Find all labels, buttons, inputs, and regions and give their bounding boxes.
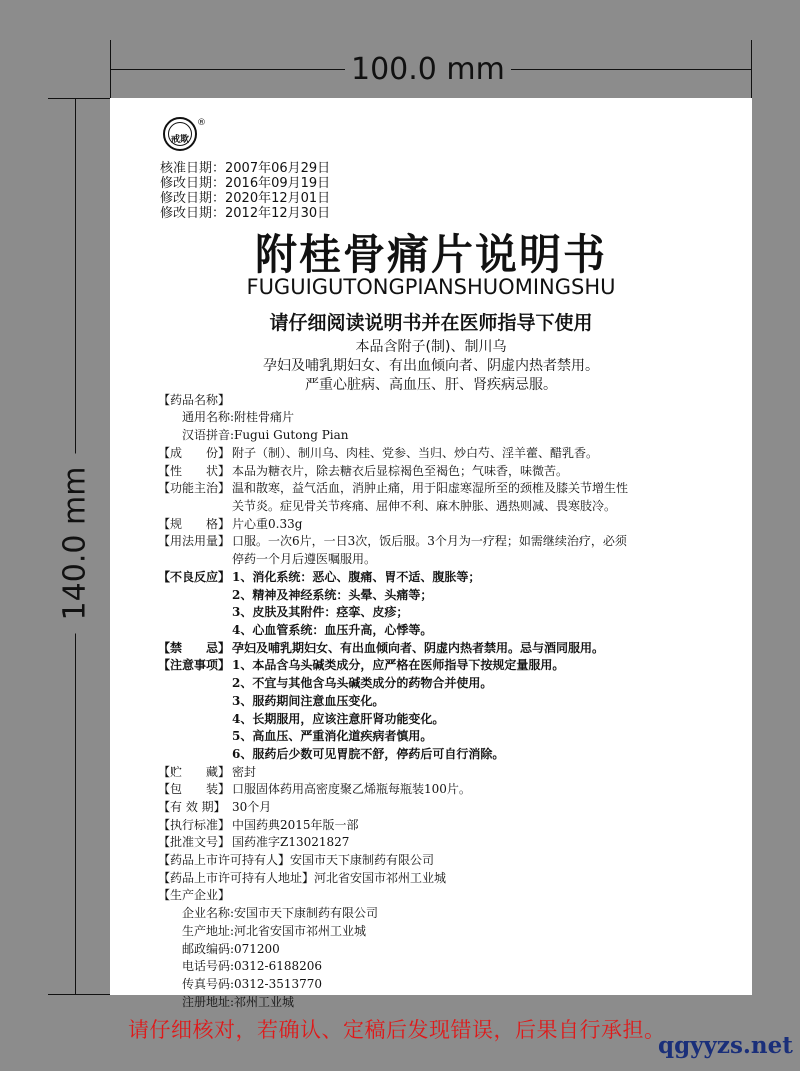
adverse-reactions-row: 【不良反应】 1、消化系统：恶心、腹痛、胃不适、腹胀等； — [158, 570, 481, 584]
width-dimension-label: 100.0 mm — [345, 52, 511, 87]
manufacturer-detail: 注册地址:祁州工业城 — [181, 995, 295, 1009]
warning-line: 严重心脏病、高血压、肝、肾疾病忌服。 — [305, 377, 557, 393]
width-dimension-tick-right — [751, 40, 752, 98]
precaution-item: 2、不宜与其他含乌头碱类成分的药物合并使用。 — [232, 676, 493, 690]
manufacturer-detail: 传真号码:0312-3513770 — [181, 977, 323, 991]
specification-row: 【规 格】 片心重0.33g — [158, 517, 303, 531]
mah-row: 【药品上市许可持有人】安国市天下康制药有限公司 — [158, 853, 435, 867]
height-dimension-tick-bottom — [48, 994, 110, 995]
manufacturer-detail: 企业名称:安国市天下康制药有限公司 — [181, 906, 379, 920]
appearance-row: 【性 状】 本品为糖衣片，除去糖衣后显棕褐色至褐色；气味香，味微苦。 — [158, 464, 569, 478]
revision-date: 修改日期：2020年12月01日 — [160, 191, 331, 206]
approval-date: 核准日期：2007年06月29日 — [160, 161, 331, 176]
document-title: 附桂骨痛片说明书 — [254, 230, 607, 279]
verification-note: 请仔细核对，若确认、定稿后发现错误，后果自行承担。 — [128, 1018, 666, 1042]
height-dimension-tick-top — [48, 98, 110, 99]
adverse-reaction-item: 2、精神及神经系统：头晕、头痛等； — [232, 588, 433, 602]
dosage-row: 【用法用量】 口服。一次6片，一日3次，饭后服。3个月为一疗程；如需继续治疗，必须 — [158, 534, 627, 548]
mah-address-row: 【药品上市许可持有人地址】河北省安国市祁州工业城 — [158, 871, 447, 885]
pinyin-title: FUGUIGUTONGPIANSHUOMINGSHU — [246, 275, 616, 299]
indications-row: 【功能主治】 温和散寒，益气活血，消肿止痛，用于阳虚寒湿所至的颈椎及膝关节增生性 — [158, 481, 629, 495]
precaution-item: 3、服药期间注意血压变化。 — [232, 694, 385, 708]
manufacturer-detail: 邮政编码:071200 — [181, 942, 280, 956]
registered-mark: ® — [197, 118, 206, 128]
width-dimension-tick-left — [110, 40, 111, 98]
adverse-reaction-item: 3、皮肤及其附件：痉挛、皮疹； — [232, 605, 409, 619]
storage-row: 【贮 藏】 密封 — [158, 765, 257, 779]
revision-date: 修改日期：2016年09月19日 — [160, 176, 331, 191]
standard-row: 【执行标准】 中国药典2015年版一部 — [158, 818, 359, 832]
warning-line: 孕妇及哺乳期妇女、有出血倾向者、阴虚内热者禁用。 — [263, 358, 599, 374]
contraindications-row: 【禁 忌】 孕妇及哺乳期妇女、有出血倾向者、阴虚内热者禁用。忌与酒同服用。 — [158, 641, 605, 655]
package-row: 【包 装】 口服固体药用高密度聚乙烯瓶每瓶装100片。 — [158, 782, 471, 796]
common-name-row: 通用名称:附桂骨痛片 — [181, 410, 295, 424]
warning-line: 本品含附子(制)、制川乌 — [355, 339, 507, 355]
height-dimension-label: 140.0 mm — [58, 454, 93, 634]
precaution-item: 4、长期服用，应该注意肝肾功能变化。 — [232, 712, 445, 726]
watermark: qgyyzs.net — [658, 1032, 793, 1059]
ingredients-row: 【成 份】 附子（制）、制川乌、肉桂、党参、当归、炒白芍、淫羊藿、醋乳香。 — [158, 446, 599, 460]
pinyin-name-row: 汉语拼音:Fugui Gutong Pian — [181, 428, 349, 442]
precaution-item: 6、服药后少数可见胃脘不舒，停药后可自行消除。 — [232, 747, 505, 761]
adverse-reaction-item: 4、心血管系统：血压升高，心悸等。 — [232, 623, 433, 637]
drug-name-heading: 【药品名称】 — [158, 393, 231, 407]
manufacturer-detail: 生产地址:河北省安国市祁州工业城 — [181, 924, 367, 938]
manufacturer-detail: 电话号码:0312-6188206 — [181, 959, 323, 973]
dosage-continued: 停药一个月后遵医嘱服用。 — [232, 552, 377, 566]
reading-instruction: 请仔细阅读说明书并在医师指导下使用 — [269, 312, 593, 334]
precaution-item: 5、高血压、严重消化道疾病者慎用。 — [232, 729, 433, 743]
validity-row: 【有 效 期】 30个月 — [158, 800, 272, 814]
manufacturer-heading: 【生产企业】 — [158, 888, 231, 902]
precautions-row: 【注意事项】 1、本品含乌头碱类成分，应严格在医师指导下按规定量服用。 — [158, 658, 565, 672]
logo-text: 戒欺 — [170, 135, 189, 145]
approval-number-row: 【批准文号】 国药准字Z13021827 — [158, 835, 350, 849]
revision-date: 修改日期：2012年12月30日 — [160, 206, 331, 221]
indications-continued: 关节炎。症见骨关节疼痛、屈伸不利、麻木肿胀、遇热则减、畏寒肢冷。 — [232, 499, 617, 513]
brand-logo — [163, 117, 197, 151]
